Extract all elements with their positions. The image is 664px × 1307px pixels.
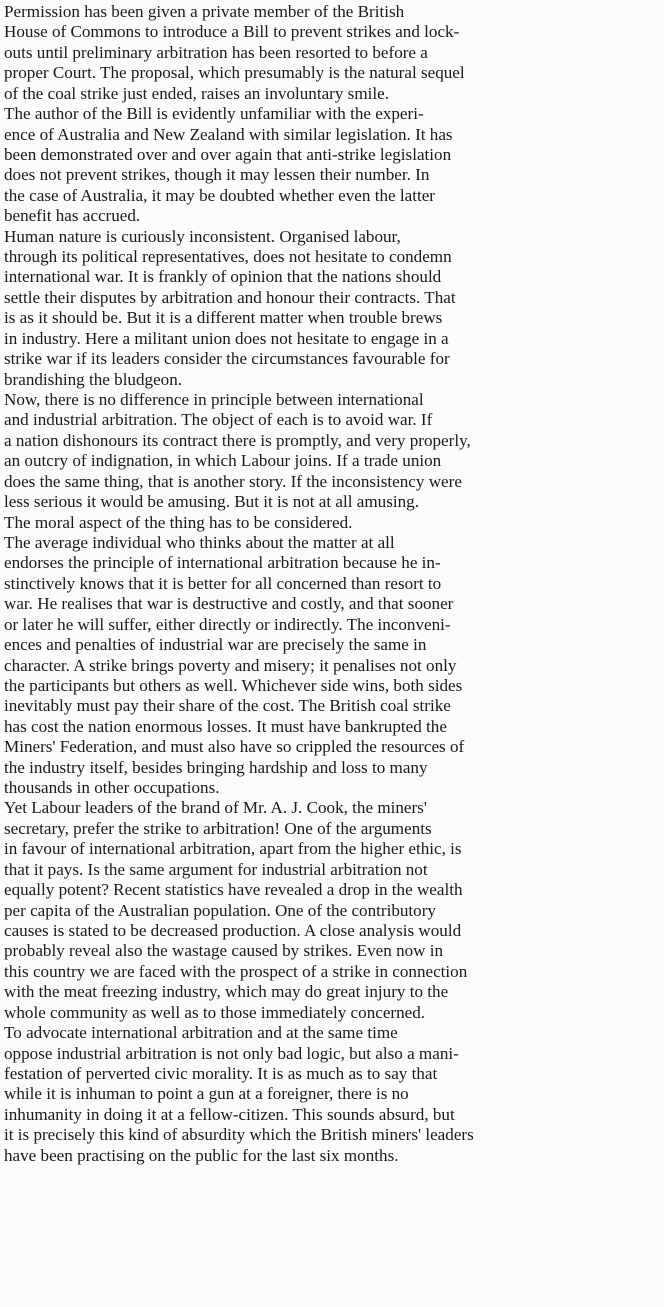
paragraph-human-nature: Human nature is curiously inconsistent. Organised labour, through its political representatives, does not hesitate to condemn international war. It is frankly of opinion that the nations should settle their disputes by arbitration and honour their contracts. That is as it should be. But it is a different matter when trouble brews in industry. Here a militant union does not hesitate to engage in a strike war if its leaders consider the circumstances favourable for brandishing the bludgeon. <box>4 226 456 389</box>
paragraph-bill-proposal: Permission has been given a private member of the British House of Commons to introduce a Bill to prevent strikes and lock- outs until preliminary arbitration has been resorted to before a proper Court. The proposal, which presumably is the natural sequel of the coal strike just ended, raises an involuntary smile. <box>4 2 465 103</box>
paragraph-average-individual: The average individual who thinks about the matter at all endorses the principle of international arbitration because he in- stinctively knows that it is better for all concerned than resort to war. He realises that war is destructive and costly, and that sooner or later he will suffer, either directly or indirectly. The inconveni- ences and penalties of industrial war are precisely the same in character. A strike brings poverty and misery; it penalises not only the participants but others as well. Whichever side wins, both sides inevitably must pay their share of the cost. The British coal strike has cost the nation enormous losses. It must have bankrupted the Miners' Federation, and must also have so crippled the resources of the industry itself, besides bringing hardship and loss to many thousands in other occupations. <box>4 532 465 798</box>
paragraph-australia-experience: The author of the Bill is evidently unfamiliar with the experi- ence of Australia and New Zealand with similar legislation. It has been demonstrated over and over again that anti-strike legislation does not prevent strikes, though it may lessen their number. In the case of Australia, it may be doubted whether even the latter benefit has accrued. <box>4 104 453 226</box>
paragraph-conclusion: To advocate international arbitration and at the same time oppose industrial arbitration is not only bad logic, but also a mani- festation of perverted civic morality. It is as much as to say that while it is inhuman to point a gun at a foreigner, there is no inhumanity in doing it at a fellow-citizen. This sounds absurd, but it is precisely this kind of absurdity which the British miners' leaders have been practising on the public for the last six months. <box>4 1023 474 1165</box>
paragraph-principle: Now, there is no difference in principle between international and industrial arbitration. The object of each is to avoid war. If a nation dishonours its contract there is promptly, and very properly, an outcry of indignation, in which Labour joins. If a trade union does the same thing, that is another story. If the inconsistency were less serious it would be amusing. But it is not at all amusing. The moral aspect of the thing has to be considered. <box>4 390 471 532</box>
paragraph-labour-leaders: Yet Labour leaders of the brand of Mr. A. J. Cook, the miners' secretary, prefer the strike to arbitration! One of the arguments in favour of international arbitration, apart from the higher ethic, is that it pays. Is the same argument for industrial arbitration not equally potent? Recent statistics have revealed a drop in the wealth per capita of the Australian population. One of the contributory causes is stated to be decreased production. A close analysis would probably reveal also the wastage caused by strikes. Even now in this country we are faced with the prospect of a strike in connection with the meat freezing industry, which may do great injury to the whole community as well as to those immediately concerned. <box>4 798 468 1022</box>
